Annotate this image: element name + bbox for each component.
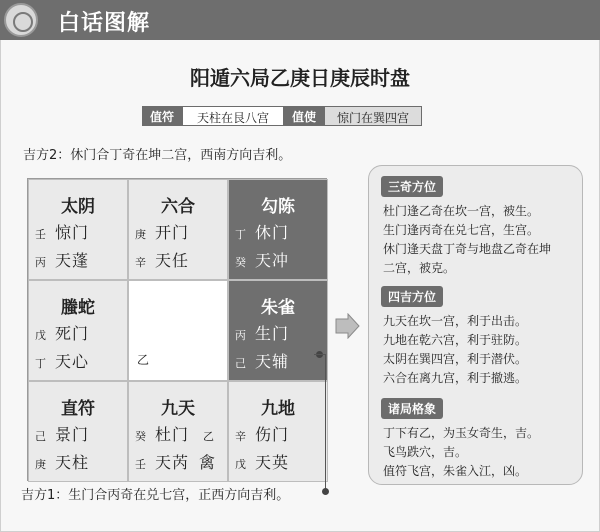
deity-label: 九天 <box>161 399 195 419</box>
stem-label: 辛 <box>135 256 146 269</box>
stem-label: 癸 <box>135 430 146 443</box>
deity-label: 螣蛇 <box>61 298 95 318</box>
stem-label: 庚 <box>135 228 146 241</box>
deity-label: 太阴 <box>61 197 95 217</box>
star-label: 天辅 <box>255 352 290 371</box>
deity-label: 勾陈 <box>261 197 295 217</box>
palace-cell <box>28 280 128 381</box>
extra-star-label: 禽 <box>199 453 216 472</box>
panel-line: 飞鸟跌穴，吉。 <box>383 445 468 459</box>
palace-cell-highlight <box>228 280 328 381</box>
door-label: 开门 <box>155 223 190 242</box>
deity-label: 九地 <box>261 399 295 419</box>
panel-line: 生门逢丙奇在兑七宫，生宫。 <box>383 223 540 237</box>
palace-cell <box>28 381 128 482</box>
palace-cell <box>128 381 228 482</box>
star-label: 天心 <box>55 352 90 371</box>
star-label: 天任 <box>155 251 190 270</box>
panel-line: 太阴在巽四宫，利于潜伏。 <box>383 352 528 366</box>
extra-stem-label: 乙 <box>203 430 215 443</box>
zhifu-value: 天柱在艮八宫 <box>182 106 284 126</box>
deity-label: 六合 <box>161 197 195 217</box>
zhishi-value: 惊门在巽四宫 <box>324 106 422 126</box>
header-bar <box>0 0 600 40</box>
door-label: 杜门 <box>155 425 190 444</box>
explanation-panel <box>368 165 583 485</box>
stem-label: 壬 <box>35 228 46 241</box>
door-label: 生门 <box>255 324 290 343</box>
connector-line <box>325 354 326 492</box>
stem-label: 丙 <box>35 256 46 269</box>
door-label: 死门 <box>55 324 90 343</box>
panel-line: 杜门逢乙奇在坎一宫，被生。 <box>383 204 540 218</box>
deity-label: 直符 <box>61 399 95 419</box>
stem-label: 丙 <box>235 329 246 342</box>
star-label: 天英 <box>255 453 290 472</box>
door-label: 休门 <box>255 223 290 242</box>
section-title: 诸局格象 <box>381 398 443 419</box>
star-label: 天冲 <box>255 251 290 270</box>
zhifu-zhishi-bar <box>142 106 422 126</box>
stem-label: 戊 <box>35 329 46 342</box>
door-label: 惊门 <box>55 223 90 242</box>
panel-line: 九天在坎一宫，利于出击。 <box>383 314 528 328</box>
auspicious-direction-1: 吉方1：生门合丙奇在兑七宫，正西方向吉利。 <box>21 488 290 503</box>
logo-icon <box>4 3 38 37</box>
center-palace <box>128 280 228 381</box>
auspicious-direction-2: 吉方2：休门合丁奇在坤二宫，西南方向吉利。 <box>23 148 292 163</box>
stem-label: 己 <box>35 430 46 443</box>
door-label: 景门 <box>55 425 90 444</box>
door-label: 伤门 <box>255 425 290 444</box>
palace-grid <box>27 178 327 481</box>
palace-cell-highlight <box>228 179 328 280</box>
stem-label: 己 <box>235 357 246 370</box>
palace-cell <box>28 179 128 280</box>
connector-dot <box>322 488 329 495</box>
zhifu-label: 值符 <box>142 106 182 126</box>
panel-line: 丁下有乙，为玉女奇生，吉。 <box>383 426 540 440</box>
stem-label: 癸 <box>235 256 246 269</box>
panel-line: 九地在乾六宫，利于驻防。 <box>383 333 528 347</box>
panel-line: 值符飞宫，朱雀入江，凶。 <box>383 464 528 478</box>
stem-label: 丁 <box>235 228 246 241</box>
star-label: 天蓬 <box>55 251 90 270</box>
section-title: 三奇方位 <box>381 176 443 197</box>
stem-label: 庚 <box>35 458 46 471</box>
center-stem: 乙 <box>137 353 150 367</box>
arrow-right-icon <box>334 313 360 339</box>
panel-line: 二宫，被克。 <box>383 261 456 275</box>
deity-label: 朱雀 <box>261 298 295 318</box>
stem-label: 丁 <box>35 357 46 370</box>
chart-title: 阳遁六局乙庚日庚辰时盘 <box>190 66 410 90</box>
palace-cell <box>228 381 328 482</box>
section-title: 四吉方位 <box>381 286 443 307</box>
panel-line: 休门逢天盘丁奇与地盘乙奇在坤 <box>383 242 552 256</box>
palace-cell <box>128 179 228 280</box>
stem-label: 戊 <box>235 458 246 471</box>
panel-line: 六合在离九宫，利于撤逃。 <box>383 371 528 385</box>
zhishi-label: 值使 <box>284 106 324 126</box>
header-title: 白话图解 <box>58 11 151 36</box>
star-label: 天芮 <box>155 453 190 472</box>
star-label: 天柱 <box>55 453 90 472</box>
stem-label: 辛 <box>235 430 246 443</box>
stem-label: 壬 <box>135 458 146 471</box>
